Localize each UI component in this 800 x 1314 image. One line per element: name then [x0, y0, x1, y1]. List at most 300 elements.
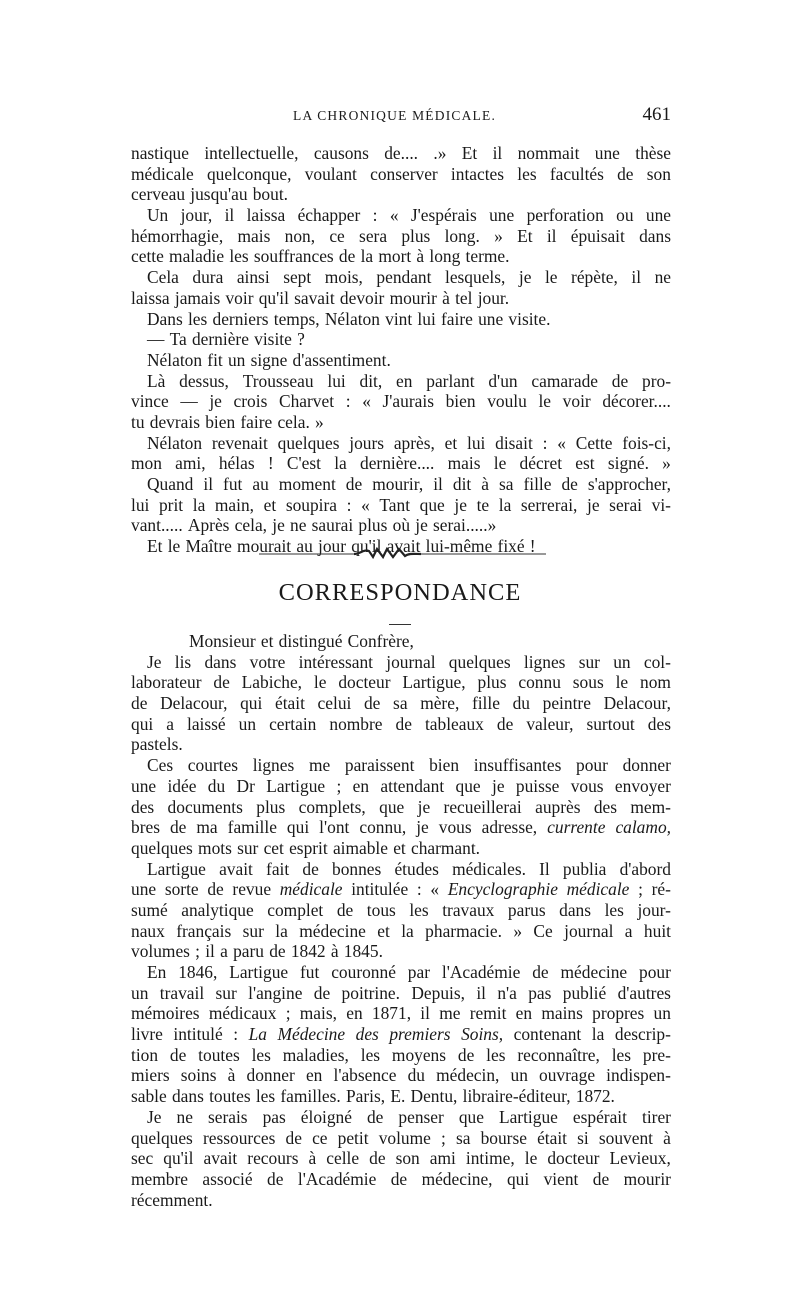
word: envoyer — [614, 775, 671, 796]
word: jour. — [477, 287, 510, 308]
word: de — [269, 941, 286, 962]
word: sable — [131, 1086, 167, 1107]
word: votre — [249, 651, 286, 672]
text-line — [131, 309, 671, 330]
text-line — [131, 371, 671, 392]
word: saurai — [311, 515, 354, 536]
word: adresse, — [481, 817, 538, 838]
text-line — [131, 515, 671, 536]
word: les — [255, 1086, 276, 1107]
word: au — [252, 474, 269, 494]
word: je — [491, 775, 505, 796]
word: long. — [444, 225, 480, 246]
word: jours — [349, 432, 385, 453]
word: où — [392, 515, 411, 536]
text-line — [131, 474, 671, 495]
word: main, — [214, 494, 255, 515]
word: moment — [278, 474, 336, 494]
word: nom — [640, 672, 671, 693]
word: celui — [317, 693, 352, 714]
word: je — [587, 494, 600, 515]
text-line — [131, 350, 671, 371]
text-line — [131, 1065, 671, 1086]
word: donner — [622, 755, 671, 776]
word: membre — [131, 1168, 188, 1189]
word: long — [429, 246, 461, 267]
word: lis — [174, 651, 192, 672]
word: et — [393, 837, 406, 858]
word: il — [203, 474, 214, 494]
word: laborateur — [131, 672, 202, 693]
word: de — [169, 817, 187, 838]
word: dura — [192, 267, 224, 288]
word: intime, — [465, 1148, 515, 1169]
word: docteur — [338, 672, 391, 693]
word: valeur, — [526, 713, 574, 734]
word: cet — [263, 837, 284, 858]
word: les — [360, 1044, 381, 1065]
word: en — [396, 370, 413, 391]
word: médecine — [560, 962, 628, 982]
word: serai — [609, 494, 643, 515]
word: un — [238, 713, 257, 734]
word: qu'il — [351, 536, 382, 557]
word: de — [366, 1106, 384, 1127]
word: fille — [523, 474, 552, 494]
word: Je — [147, 1106, 162, 1127]
word: intactes — [450, 163, 505, 184]
word: Paris, — [345, 1086, 386, 1107]
word: en — [305, 1065, 323, 1086]
word: une — [478, 308, 504, 329]
word: Médecine — [277, 1024, 346, 1045]
word: facultés — [549, 163, 604, 184]
word: plus — [256, 796, 286, 817]
word: quelques — [131, 1127, 193, 1148]
word: il — [476, 982, 486, 1003]
word: ainsi — [236, 267, 270, 288]
word: au — [296, 536, 313, 557]
word: il — [546, 225, 557, 246]
word: contenant — [513, 1024, 582, 1045]
word: voir — [562, 391, 591, 412]
word: donner — [246, 1065, 295, 1086]
word: tirer — [641, 1106, 671, 1127]
word: Monsieur — [189, 631, 256, 651]
word: la — [334, 453, 347, 474]
title-rule — [389, 624, 411, 625]
word: huit — [643, 920, 671, 941]
word: sera — [359, 225, 388, 246]
word: de — [345, 474, 363, 494]
text-line — [131, 391, 671, 412]
word: tion — [131, 1044, 159, 1065]
word: ; — [440, 1127, 446, 1148]
running-title: LA CHRONIQUE MÉDICALE. — [293, 108, 497, 123]
word: Et — [147, 536, 163, 557]
word: quelques — [448, 651, 511, 672]
word: Dans — [147, 308, 183, 329]
word: sumé — [131, 899, 168, 920]
word: ? — [297, 329, 305, 350]
word: sur — [242, 920, 264, 941]
word: dans — [639, 225, 671, 246]
word: En — [147, 962, 167, 982]
word: vous — [438, 817, 472, 838]
text-line — [131, 1024, 671, 1045]
word: décret — [519, 453, 563, 474]
word: voir — [225, 287, 254, 308]
word: parus — [507, 899, 546, 920]
word: dernière — [191, 329, 249, 350]
word: qui — [131, 713, 154, 734]
word: médicales. — [452, 858, 526, 879]
text-line — [131, 714, 671, 735]
word: non, — [284, 225, 316, 246]
word: nastique — [131, 143, 189, 163]
word: les — [409, 899, 429, 920]
word: ouvrage — [539, 1065, 596, 1086]
word: pharmacie. — [425, 920, 502, 941]
word: prit — [158, 494, 184, 515]
word: col- — [643, 651, 671, 672]
word: Dr — [236, 775, 255, 796]
word: en — [515, 1003, 533, 1024]
word: d'abord — [619, 858, 671, 879]
word: il — [492, 143, 503, 163]
word: de — [285, 1127, 302, 1148]
word: laissa — [131, 287, 170, 308]
word: mourir, — [372, 474, 424, 494]
word: son — [395, 1148, 420, 1169]
word: pour — [639, 962, 671, 982]
word: Ce — [533, 920, 553, 941]
word: lignes — [523, 651, 566, 672]
text-line — [131, 631, 671, 652]
word: de — [617, 163, 634, 184]
word: quelques — [277, 432, 340, 453]
word: les — [611, 1044, 632, 1065]
word: disait — [495, 432, 533, 453]
word: des — [593, 796, 618, 817]
word: Là — [147, 370, 166, 391]
word: le — [524, 1148, 538, 1169]
word: que — [419, 494, 445, 515]
word: à — [442, 287, 450, 308]
word: Confrère, — [347, 631, 414, 651]
word: cette — [131, 246, 164, 267]
word: mais — [447, 453, 481, 474]
text-line — [131, 267, 671, 288]
word: La — [248, 1024, 267, 1045]
text-line — [131, 962, 671, 983]
word: épuisait — [570, 225, 625, 246]
word: charmant. — [410, 837, 481, 858]
word: dit, — [359, 370, 383, 391]
word: voulant — [304, 163, 357, 184]
word: intitulé — [173, 1024, 223, 1045]
word: plus — [358, 515, 388, 536]
word: Je — [147, 651, 162, 672]
word: currente — [547, 817, 606, 838]
word: thèse — [635, 143, 671, 163]
word: de — [561, 474, 578, 494]
word: « — [389, 205, 399, 226]
word: bien — [429, 755, 460, 776]
word: à — [308, 1148, 317, 1169]
word: et — [377, 920, 390, 941]
word: » — [513, 920, 523, 941]
text-line — [131, 246, 671, 267]
word: et — [260, 631, 274, 651]
word: savait — [294, 287, 335, 308]
word: voulu — [487, 391, 527, 412]
word: me — [439, 1003, 461, 1024]
word: Un — [147, 205, 169, 226]
word: premiers — [389, 1024, 451, 1045]
word: sept — [283, 267, 312, 288]
word: Et — [461, 143, 478, 163]
word: de.... — [384, 143, 419, 163]
word: fille — [471, 693, 500, 714]
word: ressources — [202, 1127, 276, 1148]
word: revue — [232, 879, 272, 900]
word: que — [458, 1106, 484, 1127]
text-line — [131, 983, 671, 1004]
text-line — [131, 1045, 671, 1066]
word: lui-même — [425, 536, 493, 557]
word: je — [416, 817, 429, 838]
word: fut — [223, 474, 243, 494]
text-line — [131, 1169, 671, 1190]
word: à — [330, 941, 339, 962]
word: récemment. — [131, 1189, 213, 1210]
word: ce — [312, 1127, 328, 1148]
word: je — [415, 515, 428, 536]
text-line — [131, 672, 671, 693]
word: te — [476, 494, 490, 515]
word: couronné — [331, 962, 396, 982]
word: J'espérais — [410, 205, 477, 226]
word: indispen- — [606, 1065, 671, 1086]
word: sur — [237, 837, 259, 858]
word: échapper — [297, 205, 361, 226]
word: calamo, — [615, 817, 671, 838]
word: cela, — [234, 515, 268, 536]
word: travaux — [442, 899, 495, 920]
word: ne — [290, 515, 307, 536]
word: le — [493, 453, 507, 474]
body-text-block — [131, 143, 671, 557]
word: plus — [401, 225, 431, 246]
word: une — [131, 879, 157, 900]
word: Delacour, — [160, 693, 228, 714]
word: bien — [205, 411, 236, 432]
word: surtout — [586, 713, 635, 734]
word: — — [147, 329, 165, 350]
word: documents — [167, 796, 243, 817]
text-line — [131, 453, 671, 474]
word: l'Académie — [441, 962, 521, 982]
word: un — [510, 1065, 528, 1086]
word: avait — [203, 1148, 238, 1169]
page-number: 461 — [642, 104, 671, 125]
word: du — [207, 775, 226, 796]
word: terme. — [465, 246, 510, 267]
word: sur — [578, 651, 600, 672]
word: revenait — [211, 432, 268, 453]
word: « — [362, 391, 371, 412]
word: laissé — [187, 713, 226, 734]
word: insuffisantes — [473, 755, 562, 776]
word: : — [542, 432, 548, 453]
word: Nélaton — [147, 349, 203, 370]
word: je — [209, 391, 222, 412]
text-line — [131, 1086, 671, 1107]
word: courtes — [187, 755, 239, 776]
word: travail — [159, 982, 205, 1003]
word: naux — [131, 920, 165, 941]
word: » — [315, 411, 324, 432]
text-line — [131, 817, 671, 838]
word: volumes — [131, 941, 190, 962]
word: de — [532, 962, 549, 982]
word: les — [604, 899, 624, 920]
word: en — [346, 1003, 363, 1024]
word: sec — [131, 1148, 154, 1169]
running-header — [131, 106, 671, 130]
word: de — [338, 246, 356, 267]
word: tu — [131, 411, 145, 432]
word: les — [486, 1044, 506, 1065]
word: vint — [385, 308, 413, 329]
word: : — [345, 391, 351, 412]
word: devrais — [149, 411, 200, 432]
word: intitulée — [351, 879, 409, 900]
word: docteur — [547, 1148, 600, 1169]
word: est — [575, 453, 595, 474]
word: nombre — [329, 713, 383, 734]
word: — — [180, 391, 198, 412]
word: vant..... — [131, 515, 183, 536]
word: souvent — [598, 1127, 653, 1148]
word: bourse — [480, 1127, 527, 1148]
text-line — [131, 921, 671, 942]
word: de — [267, 1168, 284, 1189]
word: une — [645, 205, 671, 226]
word: Il — [539, 858, 550, 879]
word: dans — [204, 651, 237, 672]
word: E. — [390, 1086, 406, 1107]
word: Trousseau — [242, 370, 314, 391]
word: toutes — [198, 1044, 240, 1065]
word: de — [395, 713, 412, 734]
word: Lartigue — [147, 858, 206, 879]
word: jour — [318, 536, 347, 557]
word: signé. — [607, 453, 649, 474]
word: serrerai, — [520, 494, 578, 515]
word: paraissent — [344, 755, 415, 776]
word: dessus, — [179, 370, 229, 391]
word: 1842 — [290, 941, 326, 962]
word: J'aurais — [382, 391, 434, 412]
word: le — [544, 267, 558, 288]
word: 1846, — [178, 962, 218, 982]
word: de — [302, 858, 319, 879]
word: camarade — [531, 370, 598, 391]
word: son — [646, 163, 671, 184]
word: maladie — [169, 246, 225, 267]
word: cela. — [277, 411, 310, 432]
word: ou — [616, 205, 634, 226]
word: les — [251, 1044, 271, 1065]
word: poitrine. — [341, 982, 400, 1003]
word: faire — [240, 411, 273, 432]
word: aimable — [332, 837, 388, 858]
text-line — [131, 329, 671, 350]
word: du — [407, 1065, 425, 1086]
word: Charvet — [279, 391, 335, 412]
word: parlant — [426, 370, 475, 391]
word: qu'il — [163, 1148, 194, 1169]
word: fait — [266, 858, 290, 879]
word: ami, — [175, 453, 206, 474]
text-line — [131, 797, 671, 818]
word: attendant — [380, 775, 445, 796]
word: faire — [441, 308, 473, 329]
word: dans — [559, 899, 592, 920]
word: celle — [326, 1148, 360, 1169]
word: distingué — [278, 631, 343, 651]
word: ; — [195, 941, 200, 962]
word: causons — [313, 143, 369, 163]
word: Lartigue — [229, 962, 289, 982]
word: d'assentiment. — [292, 349, 391, 370]
word: mem- — [630, 796, 671, 817]
word: qui — [286, 817, 310, 838]
word: journal — [564, 920, 614, 941]
word: descrip- — [614, 1024, 671, 1045]
word: libraire-éditeur, — [462, 1086, 571, 1107]
word: tel — [455, 287, 473, 308]
word: petit — [337, 1127, 369, 1148]
word: une — [489, 205, 515, 226]
word: médicale — [566, 879, 630, 900]
word: de — [336, 899, 354, 920]
word: un — [131, 982, 149, 1003]
word: la — [401, 920, 414, 941]
word: ne — [654, 267, 671, 288]
word: esprit — [289, 837, 328, 858]
word: derniers — [212, 308, 269, 329]
word: de — [131, 693, 148, 714]
word: l'absence — [333, 1065, 397, 1086]
word: après, — [393, 432, 435, 453]
text-line — [131, 1148, 671, 1169]
word: quelconque, — [206, 163, 292, 184]
word: intellectuelle, — [204, 143, 299, 163]
word: fit — [207, 349, 223, 370]
word: qui — [506, 1168, 530, 1189]
word: fois-ci, — [622, 432, 671, 453]
word: mains — [541, 1003, 583, 1024]
word: idée — [167, 775, 197, 796]
word: la — [192, 494, 206, 515]
word: jusqu'au — [190, 184, 248, 205]
word: : — [416, 879, 422, 900]
word: de — [207, 879, 224, 900]
word: je — [454, 494, 467, 515]
